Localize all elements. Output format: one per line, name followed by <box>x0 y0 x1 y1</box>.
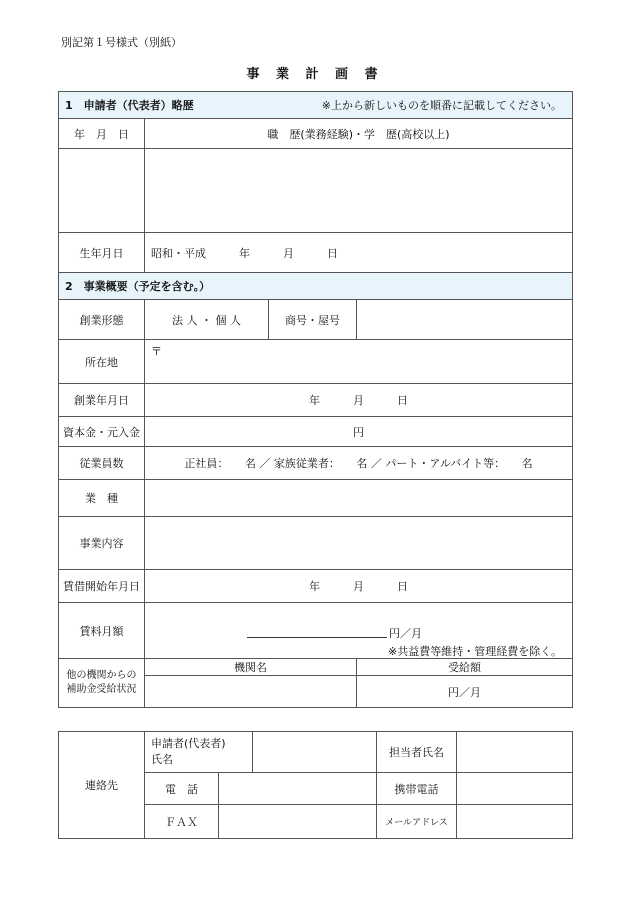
history-content-cell[interactable] <box>145 149 573 233</box>
capital-field[interactable]: 円 <box>145 417 573 447</box>
subsidy-label: 他の機関からの 補助金受給状況 <box>59 659 145 708</box>
rent-label: 賃料月額 <box>59 603 145 659</box>
lease-start-label: 賃借開始年月日 <box>59 570 145 603</box>
capital-label: 資本金・元入金 <box>59 417 145 447</box>
section1-heading: 1 申請者（代表者）略歴 <box>65 99 194 112</box>
page-title: 事 業 計 画 書 <box>246 67 384 82</box>
business-form-label: 創業形態 <box>59 300 145 340</box>
employees-field[interactable]: 正社員： 名 ／ 家族従業者： 名 ／ パート・アルバイト等： 名 <box>145 447 573 480</box>
staff-name-field[interactable] <box>457 732 573 773</box>
applicant-name-label: 申請者(代表者) 氏名 <box>145 732 253 773</box>
business-content-label: 事業内容 <box>59 517 145 570</box>
section2-heading-row <box>59 273 573 300</box>
contact-label: 連絡先 <box>59 732 145 839</box>
mobile-field[interactable] <box>457 773 573 805</box>
col-date-header: 年 月 日 <box>59 119 145 149</box>
email-label: メールアドレス <box>377 805 457 839</box>
rent-amount-line[interactable] <box>247 625 387 638</box>
business-form-options[interactable]: 法 人 ・ 個 人 <box>145 300 269 340</box>
rent-unit: 円／月 <box>389 627 422 640</box>
trade-name-field[interactable] <box>357 300 573 340</box>
birth-date-label: 生年月日 <box>59 233 145 273</box>
address-label: 所在地 <box>59 340 145 384</box>
section1-note: ※上から新しいものを順番に記載してください。 <box>321 99 562 112</box>
rent-field[interactable] <box>145 603 573 659</box>
birth-date-field[interactable]: 昭和・平成 年 月 日 <box>145 233 573 273</box>
industry-label: 業 種 <box>59 480 145 517</box>
industry-field[interactable] <box>145 480 573 517</box>
lease-start-field[interactable]: 年 月 日 <box>145 570 573 603</box>
applicant-name-field[interactable] <box>253 732 377 773</box>
employees-label: 従業員数 <box>59 447 145 480</box>
history-date-cell[interactable] <box>59 149 145 233</box>
founded-date-field[interactable]: 年 月 日 <box>145 384 573 417</box>
col-history-header: 職 歴(業務経験)・学 歴(高校以上) <box>145 119 573 149</box>
section2-heading: 2 事業概要（予定を含む。） <box>65 280 211 293</box>
form-number-label: 別記第１号様式（別紙） <box>61 36 182 49</box>
mobile-label: 携帯電話 <box>377 773 457 805</box>
fax-label: ＦＡＸ <box>145 805 219 839</box>
email-field[interactable] <box>457 805 573 839</box>
postal-mark: 〒 <box>151 345 162 358</box>
subsidy-org-field[interactable] <box>145 676 357 708</box>
subsidy-amount-field[interactable]: 円／月 <box>357 676 573 708</box>
rent-note: ※共益費等維持・管理経費を除く。 <box>388 645 562 658</box>
staff-name-label: 担当者氏名 <box>377 732 457 773</box>
phone-field[interactable] <box>219 773 377 805</box>
trade-name-label: 商号・屋号 <box>269 300 357 340</box>
business-content-field[interactable] <box>145 517 573 570</box>
contact-table <box>58 731 573 839</box>
phone-label: 電 話 <box>145 773 219 805</box>
business-plan-table <box>58 91 573 708</box>
subsidy-amount-header: 受給額 <box>357 659 573 676</box>
address-field[interactable] <box>145 340 573 384</box>
founded-date-label: 創業年月日 <box>59 384 145 417</box>
fax-field[interactable] <box>219 805 377 839</box>
section1-heading-row <box>59 92 573 119</box>
subsidy-org-header: 機関名 <box>145 659 357 676</box>
